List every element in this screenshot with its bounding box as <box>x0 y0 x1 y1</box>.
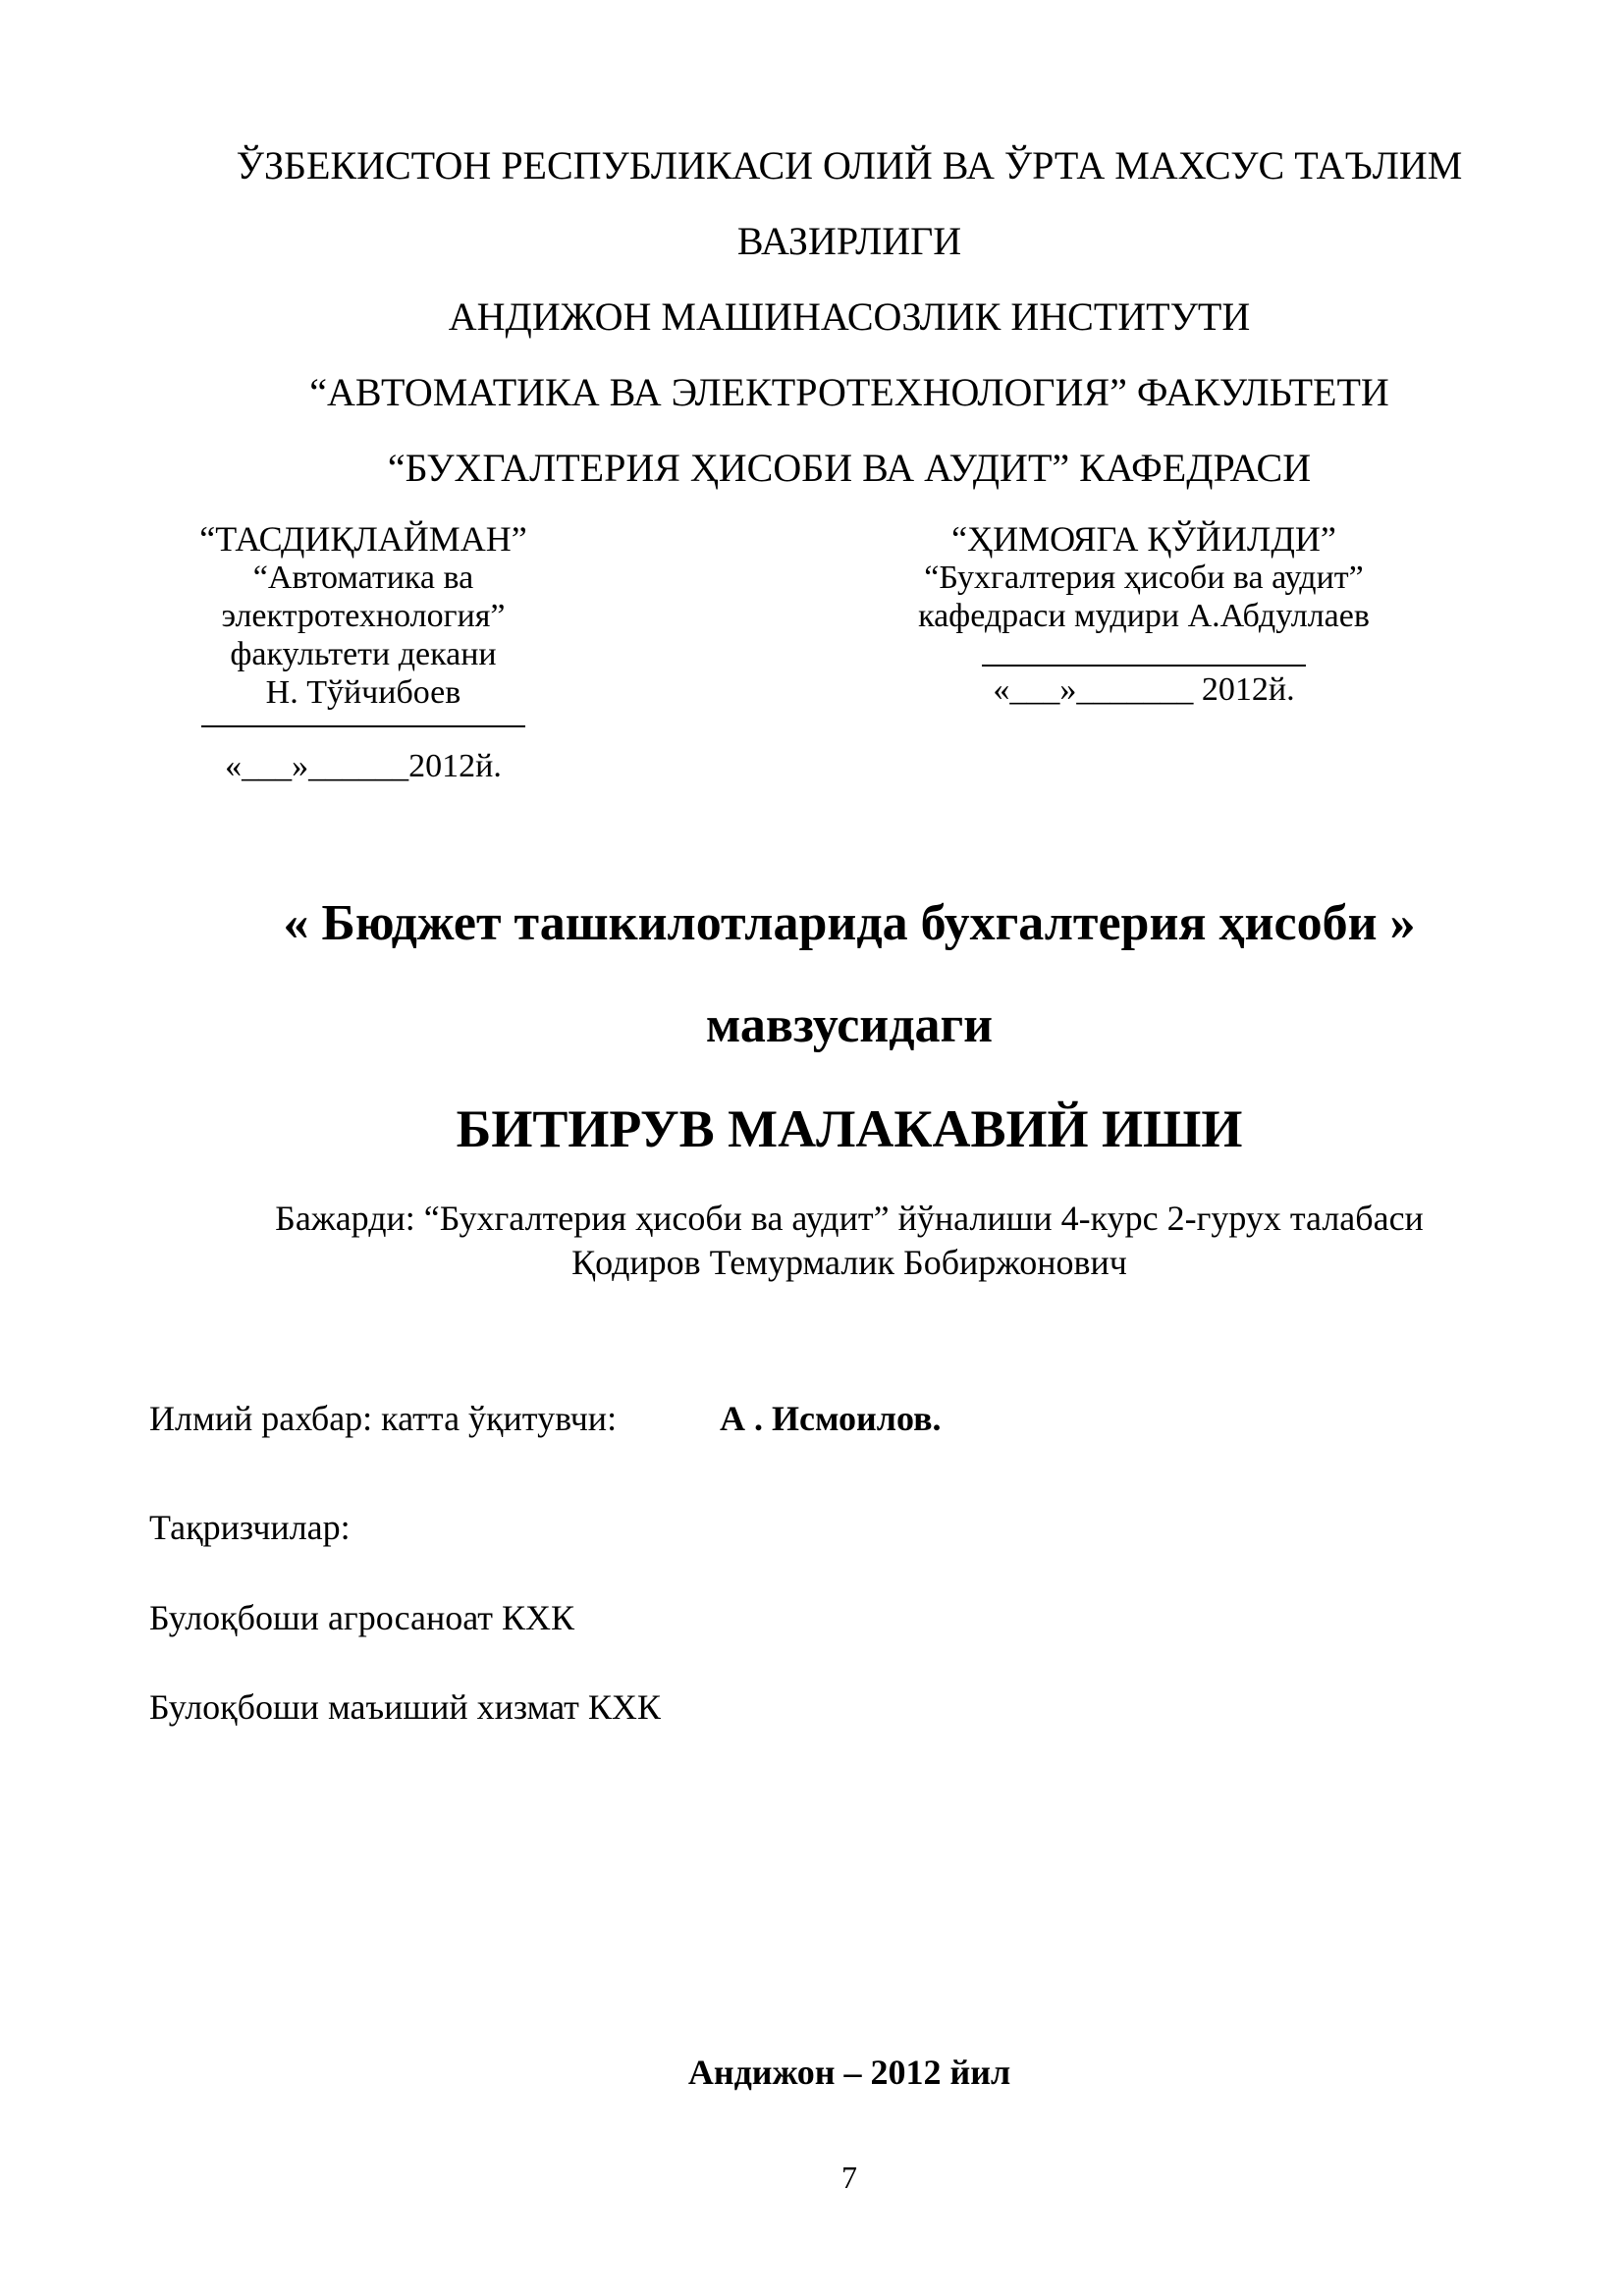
approval-right-title: “ҲИМОЯГА ҚЎЙИЛДИ” <box>951 519 1336 559</box>
institute-name: АНДИЖОН МАШИНАСОЗЛИК ИНСТИТУТИ <box>448 294 1251 339</box>
ministry-line-1: ЎЗБЕКИСТОН РЕСПУБЛИКАСИ ОЛИЙ ВА ЎРТА МАХСУС ТАЪЛИМ <box>236 143 1463 187</box>
approval-right <box>864 520 1424 709</box>
department-name: “БУХГАЛТЕРИЯ ҲИСОБИ ВА АУДИТ” КАФЕДРАСИ <box>387 446 1312 490</box>
reviewer-1: Булоқбоши агросаноат КХК <box>149 1598 575 1637</box>
supervisor-label: Илмий рахбар: катта ўқитувчи: <box>149 1399 618 1438</box>
place-year: Андижон – 2012 йил <box>687 2053 1011 2092</box>
approval-left-line-3: факультети декани <box>230 636 497 672</box>
approval-right-line-1: “Бухгалтерия ҳисоби ва аудит” <box>924 560 1364 596</box>
approval-left <box>147 520 579 785</box>
thesis-topic: « Бюджет ташкилотларида бухгалтерия ҳисоби » <box>283 895 1416 951</box>
page-number: 7 <box>841 2160 857 2195</box>
approval-right-date: «___»_______ 2012й. <box>993 671 1295 708</box>
reviewer-2: Булоқбоши маъиший хизмат КХК <box>149 1687 661 1727</box>
thesis-work-type: БИТИРУВ МАЛАКАВИЙ ИШИ <box>456 1099 1243 1158</box>
approval-left-line-1: “Автоматика ва <box>252 560 474 596</box>
approval-right-line-2: кафедраси мудири А.Абдуллаев <box>918 598 1370 634</box>
supervisor-name: А . Исмоилов. <box>720 1399 942 1438</box>
approval-left-signature-line <box>201 712 525 727</box>
author-name: Қодиров Темурмалик Бобиржонович <box>571 1243 1127 1282</box>
faculty-name: “АВТОМАТИКА ВА ЭЛЕКТРОТЕХНОЛОГИЯ” ФАКУЛЬТЕТИ <box>309 370 1389 414</box>
approval-left-title: “ТАСДИҚЛАЙМАН” <box>199 519 527 559</box>
approval-left-line-4: Н. Тўйчибоев <box>265 674 461 711</box>
approval-left-line-2: электротехнология” <box>221 598 506 634</box>
author-line-1: Бажарди: “Бухгалтерия ҳисоби ва аудит” йўналиши 4-курс 2-гурух талабаси <box>275 1199 1424 1238</box>
approval-right-signature-line <box>982 635 1306 667</box>
ministry-line-2: ВАЗИРЛИГИ <box>736 219 962 263</box>
thesis-topic-suffix: мавзусидаги <box>705 997 994 1053</box>
approval-left-date: «___»______2012й. <box>225 748 502 784</box>
reviewers-label: Тақризчилар: <box>149 1508 351 1547</box>
